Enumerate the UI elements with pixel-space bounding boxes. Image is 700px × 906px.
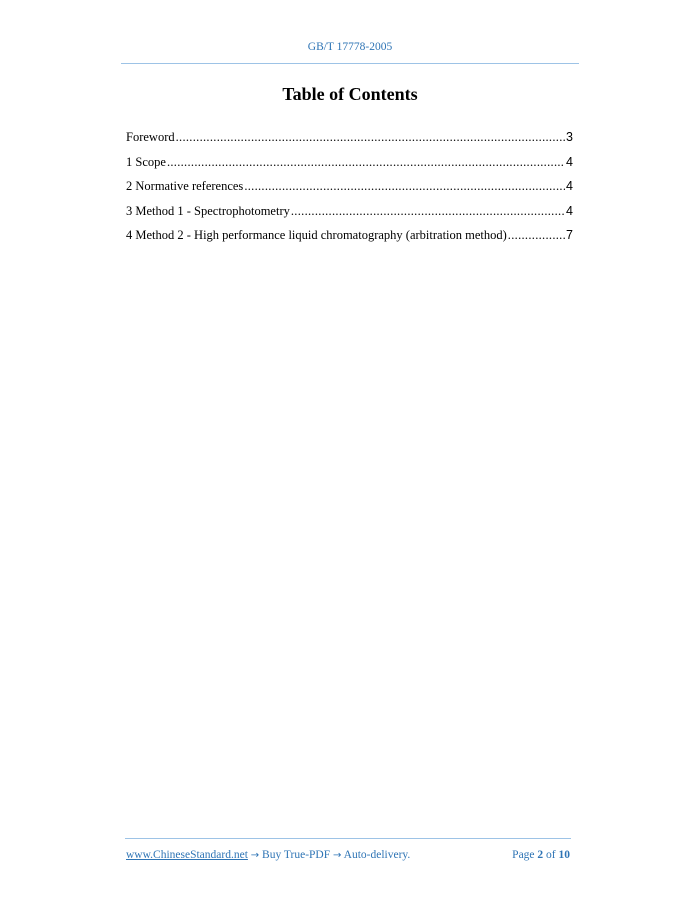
toc-entry-label: 2 Normative references <box>126 179 244 193</box>
toc-entry-label: 1 Scope <box>126 154 166 169</box>
toc-entry-page: 3 <box>566 130 573 144</box>
site-link[interactable]: www.ChineseStandard.net <box>126 849 248 861</box>
page-number <box>512 849 570 861</box>
table-of-contents <box>126 130 573 253</box>
toc-leader-dots <box>291 204 565 219</box>
toc-entry-foreword[interactable] <box>126 130 573 155</box>
toc-leader-dots <box>244 179 565 194</box>
toc-entry-scope[interactable] <box>126 155 573 180</box>
toc-leader-dots <box>508 228 565 243</box>
buy-true-pdf-text: Buy True-PDF <box>262 849 331 861</box>
right-arrow-icon: → <box>250 850 260 861</box>
page-current: 2 <box>537 849 544 861</box>
toc-entry-label: 3 Method 1 - Spectrophotometry <box>126 203 290 218</box>
page-header: GB/T 17778-2005 <box>307 41 393 53</box>
page-of: of <box>546 849 556 861</box>
auto-delivery-text: Auto-delivery. <box>343 849 411 861</box>
page-title: Table of Contents <box>282 84 418 104</box>
toc-entry-page: 4 <box>566 154 573 169</box>
toc-entry-page: 4 <box>566 203 573 218</box>
toc-entry-method-2[interactable] <box>126 228 573 253</box>
toc-leader-dots <box>176 130 565 145</box>
toc-entry-label: 4 Method 2 - High performance liquid chromatography (arbitration method) <box>126 228 507 242</box>
footer-promo <box>126 849 410 861</box>
right-arrow-icon: → <box>333 850 342 861</box>
page-total: 10 <box>558 849 570 861</box>
header-divider <box>121 63 579 64</box>
toc-entry-normative-references[interactable] <box>126 179 573 204</box>
toc-entry-label: Foreword <box>126 130 175 144</box>
page-word: Page <box>512 849 535 861</box>
toc-leader-dots <box>167 155 565 170</box>
footer-divider <box>125 838 571 839</box>
toc-entry-method-1[interactable] <box>126 204 573 229</box>
toc-entry-page: 7 <box>566 228 573 242</box>
toc-entry-page: 4 <box>566 179 573 193</box>
